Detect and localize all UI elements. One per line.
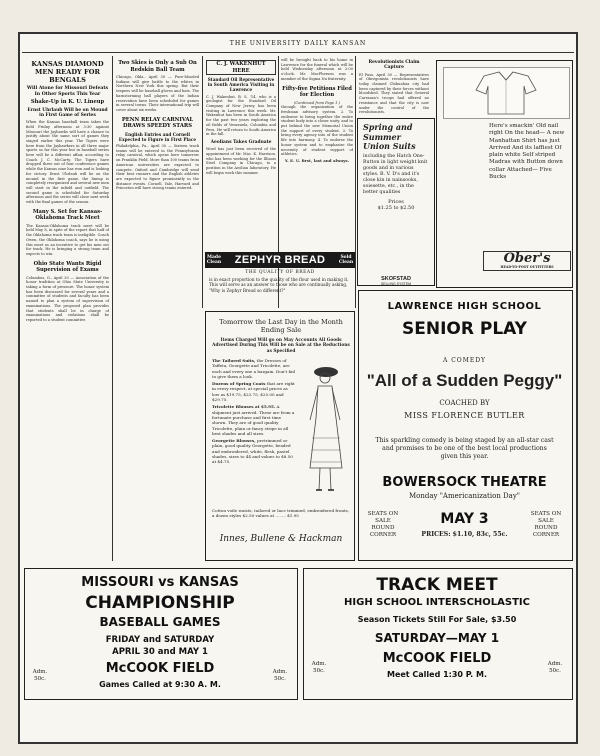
headline-diamond-men: KANSAS DIAMOND MEN READY FOR BENGALS [31, 60, 104, 84]
ad-track-meet [303, 568, 573, 700]
signoff: Y. E. U. first, last and always. [284, 157, 350, 163]
track-time: Meet Called 1:30 P. M. [386, 670, 487, 679]
play-comedy: A COMEDY [442, 357, 487, 364]
track-sub: HIGH SCHOOL INTERSCHOLASTIC [344, 597, 530, 608]
play-body: This sparkling comedy is being staged by an all-star cast and promises to be one of the best local productions given this year. [375, 437, 554, 460]
track-admission-left: Adm. 50c. [311, 661, 327, 674]
article-body: C. J. Wakenhut, B. S. '14, who is a geologist for the Standard Oil Company of New Jersey, has been visiting in Lawrence this week. Mr. Wakenhut has been in South America for the past two years exploring the oil fields of Venezuela, Colombia and Peru. He will return to South America in the fall. [206, 94, 276, 137]
zephyr-banner [205, 252, 355, 268]
sale-item-title: Georgette Blouses, [212, 438, 256, 444]
sale-item-title: Tricolette Blouses at $5.95. [212, 404, 276, 410]
play-title: SENIOR PLAY [401, 319, 527, 339]
column-news-5 [359, 58, 429, 118]
play-school: LAWRENCE HIGH SCHOOL [387, 301, 542, 312]
track-day: SATURDAY—MAY 1 [374, 631, 500, 645]
play-coach: MISS FLORENCE BUTLER [404, 411, 525, 420]
fashion-illustration [298, 358, 350, 508]
ad-senior-play [358, 290, 573, 561]
sale-items [212, 358, 296, 467]
shirt-illustration [443, 67, 570, 119]
subhead-atone: Will Atone for Missouri Defeats In Other Sports This Year [26, 86, 109, 97]
sale-item-text: that are right in every respect, at special prices as low as $19.75, $23.75, $25.00 and $29.75. [212, 381, 295, 403]
shirt-poem: Here's smackin' Old nail right On the head— A new Manhattan Shirt has just Arrived And its laffiest Of plain white Self striped Madras with Button down collar Attached— Five Bucks [489, 123, 565, 181]
article-body: through the organization of the freshman advisory system. 2. To endeavor to bring together the entire student body into a closer unity, and to put behind the new Memorial Union the support of every student. 3. To bring every agency into of the student life into harmony. 4. To endorse the honor system and to emphasize the necessity of student support of athletics. [281, 105, 353, 157]
obers-logo-text: Ober's [503, 251, 551, 266]
ad-union-suits-title: Spring and Summer Union Suits [363, 122, 416, 151]
ad-prices-label: Prices [388, 198, 404, 205]
headline-petitions: Fifty-five Petitions Filed for Election [282, 85, 352, 99]
play-prices: PRICES: $1.10, 83c, 55c. [421, 531, 508, 538]
sale-item-text: pretrimmed or plain, good quality Georgette, beaded and embroidered, white, flesh, pastel shades, sizes to 44 and values to $8.50 at $4.75. [212, 438, 293, 465]
play-date: MAY 3 [440, 511, 489, 527]
obers-logo [483, 251, 571, 271]
play-night: Monday "Americanization Day" [408, 492, 521, 500]
article-body: The Kansas-Oklahoma track meet will be held May 8, in spite of the report that half of the Oklahoma track team is ineligible. Coach Owen, the Oklahoma coach, says he is using this meet as an incentive to get his men out for track. He is bringing a strong team and expects to win. [26, 223, 109, 256]
track-admission-right: Adm. 50c. [547, 661, 563, 674]
zephyr-tagline: THE QUALITY OF BREAD [245, 270, 315, 275]
ad-manhattan-shirt [436, 60, 573, 288]
dress-figure-icon [298, 358, 350, 508]
skofstad-sub: SELLING SYSTEM [380, 282, 412, 286]
seats-right: SEATS ON SALE ROUND CORNER [530, 511, 562, 538]
baseball-field: McCOOK FIELD [105, 661, 215, 676]
headline-revolutionists: Revolutionists Claim Capture [368, 60, 420, 71]
sale-item-title: The Tailored Suits, [212, 358, 256, 363]
ad-skofstad [357, 276, 435, 288]
baseball-admission-right: Adm. 50c. [272, 669, 288, 682]
headline-penn-relay: PENN RELAY CARNIVAL DRAWS SPEEDY STARS [121, 116, 194, 130]
ad-union-suits [357, 118, 435, 286]
headline-track-meet: Many S. Set for Kansas-Oklahoma Track Meet [32, 208, 103, 222]
skofstad-logo: SKOFSTAD [381, 276, 411, 282]
article-body: Columbus, O., April 30 — Association of the honor tradition at Ohio State University is taking a form of pressure. The honor system has been discussed for several years and a committee of students and faculty has been named to plan a system of supervision of examinations. The proposed plan provides that students shall be in charge of examinations and violations shall be reported to a student committee. [26, 275, 109, 322]
play-coached-by: COACHED BY [439, 399, 490, 407]
baseball-line1: MISSOURI vs KANSAS [81, 575, 239, 590]
subhead-standard-oil: Standard Oil Representative in South America Visiting in Lawrence [207, 77, 275, 93]
sale-item-text: the Dresses of Taffeta, Georgette and Tricolette, are each and every one a bargain. Don't fail to give them a look. [212, 358, 296, 379]
subhead-shakeup: Shake-Up in K. U. Lineup [30, 99, 105, 105]
play-theatre: BOWERSOCK THEATRE [382, 475, 547, 490]
column-rule [202, 56, 203, 308]
subhead-english: English Entries and Cornell Expected to Figure in First Place [118, 131, 197, 142]
continued-note: (Continued from Page 1.) [294, 100, 340, 105]
column-news-3 [206, 58, 276, 252]
column-rule [355, 56, 356, 308]
subhead-uhrlaub: Ernst Uhrlaub Will be on Mound in First Game of Series [27, 107, 108, 118]
obers-sub: HEAD-TO-FOOT OUTFITTERS [500, 265, 554, 269]
ad-baseball-games [24, 568, 298, 700]
ad-prices: $1.25 to $2.50 [377, 204, 415, 211]
zephyr-body: is in exact proportion to the quality of the flour used in making it. This will serve as an answer to those who are continually asking, "Why is Zephyr Bread so different?" [209, 277, 349, 293]
article-body: El Paso, April 30 — Representatives of Obregonista revolutionists have today claimed Chihuahua city had been captured by their forces without bloodshed. They stated that General Carranza's troops had offered no resistance and that the city is now under the control of the revolutionists. [359, 72, 429, 115]
sale-subhead: Items Charged Will go on May Accounts All Goods Advertised During This Will be on Sale at the Reductions as Specified [212, 338, 350, 354]
headline-ohio-state: Ohio State Wants Rigid Supervision of Exams [33, 260, 102, 274]
article-body: When the Kansas baseball team takes the field Friday afternoon at 3:30 against Missouri the Jayhawks will have a chance to justify about the same sort of games they staged earlier this year. The Tigers were here from the Jayhawkers in all three major sports so far this year but in baseball series here will be a different affair, according to Coach J. C. McCarty. The Tigers have dropped three out of four conference games while the Kansas nine has won and is looking for victory. Ernst Uhrlaub will be on the mound in the first game, the lineup is completely reorganized and several new men will start in the infield and outfield. The second game is scheduled for Saturday afternoon and the series will close next week with the final games of the season. [26, 120, 109, 205]
column-news-2 [116, 58, 199, 306]
zephyr-sold-clean: Sold Clean [338, 255, 354, 265]
baseball-dates: APRIL 30 and MAY 1 [112, 647, 208, 657]
baseball-time: Games Called at 9:30 A. M. [99, 680, 221, 689]
sale-headline: Tomorrow the Last Day in the Month Ending Sale [219, 318, 343, 334]
track-field: McCOOK FIELD [382, 651, 492, 666]
seats-left: SEATS ON SALE ROUND CORNER [367, 511, 399, 538]
ad-union-suits-body: including the Hatch One-Button in light weight knit goods and in various styles. B. V. D's and it's close kin in nainsooks, soiesette, etc., in the better qualities [363, 153, 428, 195]
play-name: "All of a Sudden Peggy" [366, 371, 563, 390]
track-tickets: Season Tickets Still For Sale, $3.50 [357, 615, 517, 624]
track-title: TRACK MEET [376, 575, 498, 595]
column-news-4 [281, 58, 353, 252]
column-sports [26, 58, 109, 560]
store-signature: Innes, Bullene & Hackman [219, 534, 343, 544]
baseball-days: FRIDAY and SATURDAY [105, 635, 215, 645]
ad-zephyr-bread [205, 252, 355, 308]
shirt-icon [444, 68, 569, 118]
article-body: Chicago, Okla., April 30 — Pure-blooded Indians will give battle to the whites in Northern New York this spring. But their teepees will be baseball gloves and bats. The barnstorming ball players of the Indian reservation have been scheduled for games in several towns. Their international trip will cover about six weeks. [116, 75, 199, 112]
sale-item-text: A shipment just arrived. These are from a fortunate purchase and first time shown. They are of good quality Tricolette, plain or fancy stripe in all best shades and all sizes. [212, 404, 295, 436]
baseball-line2: CHAMPIONSHIP [85, 593, 235, 613]
ad-month-end-sale [205, 311, 355, 561]
article-body: will be brought back to his home in Lawrence for the funeral which will be held Wednesday afternoon at 2:00 o'clock. Mr. MacPherson was a member of the Sigma Nu fraternity. [281, 58, 353, 81]
column-rule [112, 56, 113, 561]
sale-item-voile: Cotton voile waists, tailored or lace trimmed, embroidered fronts, a dozen styles $2.50 values at ........ $1.95 [212, 508, 350, 519]
article-body: Philadelphia, Pa., April 30 — Sixteen track teams will be entered in the Pennsylvania relay carnival, which opens here tomorrow on Franklin Field. More than 100 teams from American universities are expected to compete. Oxford and Cambridge will send their best runners and the English athletes are expected to figure prominently in the distance events. Cornell, Yale, Harvard and Princeton will have strong teams entered. [116, 144, 199, 191]
sale-item-title: Dozens of Spring Coats [212, 381, 266, 387]
zephyr-brand: ZEPHYR BREAD [234, 254, 326, 266]
baseball-line3: BASEBALL GAMES [99, 615, 221, 629]
article-body: Word has just been received of the appointment of Mr. Mac. K. Harrison, who has been working for the Illinois Steel Company in Chicago, to a position in the Aeolian laboratory. He will begin work this summer. [206, 147, 276, 175]
headline-aeolians: Aeolians Takes Graduate [210, 139, 272, 145]
headline-wakenhut: C. J. WAKENHUT HERE [206, 60, 276, 75]
masthead: THE UNIVERSITY DAILY KANSAN [22, 38, 574, 53]
zephyr-made-clean: Made Clean [206, 255, 222, 265]
baseball-admission-left: Adm. 50c. [32, 669, 48, 682]
headline-redskin: Two Skies is Only a Sub On Redskin Ball Team [118, 60, 197, 73]
